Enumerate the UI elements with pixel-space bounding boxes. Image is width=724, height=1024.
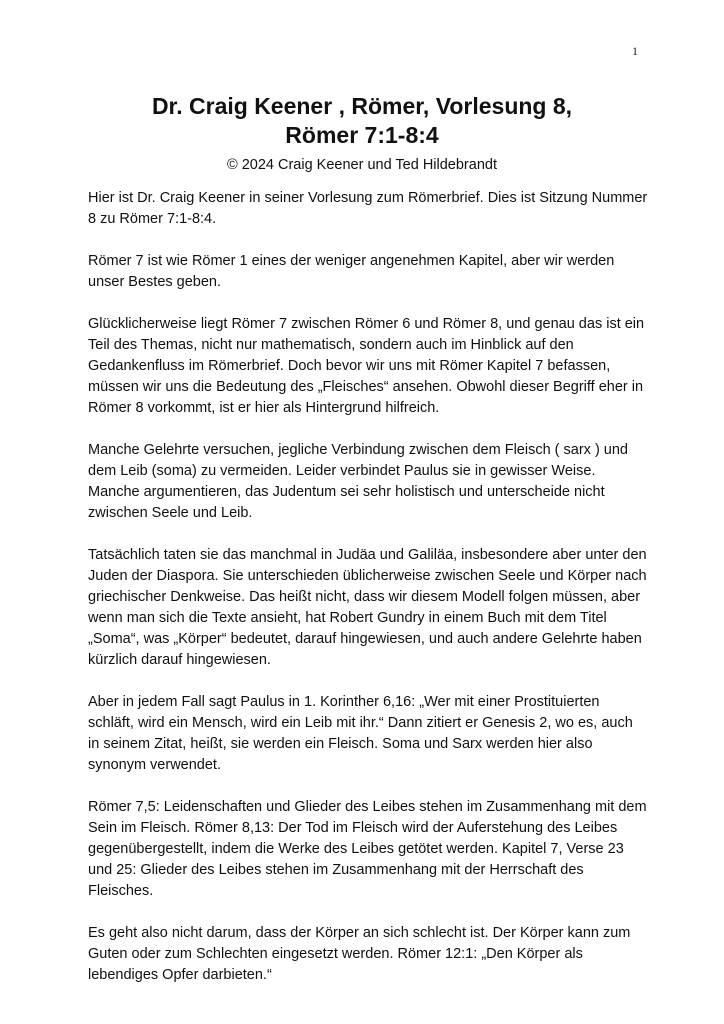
title-line-1: Dr. Craig Keener , Römer, Vorlesung 8, [151,93,573,119]
paragraph-3: Glücklicherweise liegt Römer 7 zwischen Römer 6 und Römer 8, und genau das ist ein Teil des Themas, nicht nur mathematisch, sondern auch im Hinblick auf den Gedankenfluss im Römerbrief. Doch bevor wir uns mit Römer Kapitel 7 befassen, müssen wir uns die Bedeutung des „Fleisches“ ansehen. Obwohl dieser Begriff eher in Römer 8 vorkommt, ist er hier als Hintergrund hilfreich. [88,316,645,416]
paragraph-1: Hier ist Dr. Craig Keener in seiner Vorlesung zum Römerbrief. Dies ist Sitzung Nummer 8 zu Römer 7:1-8:4. [88,190,648,227]
document-title [0,92,724,150]
paragraph-6: Aber in jedem Fall sagt Paulus in 1. Korinther 6,16: „Wer mit einer Prostituierten schläft, wird ein Mensch, wird ein Leib mit ihr.“ Dann zitiert er Genesis 2, wo es, auch in seinem Zitat, heißt, sie werden ein Fleisch. Soma und Sarx werden hier also synonym verwendet. [88,694,633,773]
copyright-notice: © 2024 Craig Keener und Ted Hildebrandt [227,157,497,173]
title-line-2: Römer 7:1-8:4 [285,122,439,148]
document-header [0,92,724,174]
paragraph-8: Es geht also nicht darum, dass der Körper an sich schlecht ist. Der Körper kann zum Guten oder zum Schlechten eingesetzt werden. Römer 12:1: „Den Körper als lebendiges Opfer darbieten.“ [88,925,631,983]
paragraph-4: Manche Gelehrte versuchen, jegliche Verbindung zwischen dem Fleisch ( sarx ) und dem Leib (soma) zu vermeiden. Leider verbindet Paulus sie in gewisser Weise. Manche argumentieren, das Judentum sei sehr holistisch und unterscheide nicht zwischen Seele und Leib. [88,442,628,521]
paragraph-7: Römer 7,5: Leidenschaften und Glieder des Leibes stehen im Zusammenhang mit dem Sein im Fleisch. Römer 8,13: Der Tod im Fleisch wird der Auferstehung des Leibes gegenübergestellt, indem die Werke des Leibes getötet werden. Kapitel 7, Verse 23 und 25: Glieder des Leibes stehen im Zusammenhang mit der Herrschaft des Fleisches. [88,799,647,899]
document-body [88,188,648,1007]
paragraph-2: Römer 7 ist wie Römer 1 eines der weniger angenehmen Kapitel, aber wir werden unser Bestes geben. [88,253,615,290]
paragraph-5: Tatsächlich taten sie das manchmal in Judäa und Galiläa, insbesondere aber unter den Juden der Diaspora. Sie unterschieden üblicherweise zwischen Seele und Körper nach griechischer Denkweise. Das heißt nicht, dass wir diesem Modell folgen müssen, aber wenn man sich die Texte ansieht, hat Robert Gundry in einem Buch mit dem Titel „Soma“, was „Körper“ bedeutet, darauf hingewiesen, und auch andere Gelehrte haben kürzlich darauf hingewiesen. [88,547,647,668]
page-number: 1 [632,44,638,58]
